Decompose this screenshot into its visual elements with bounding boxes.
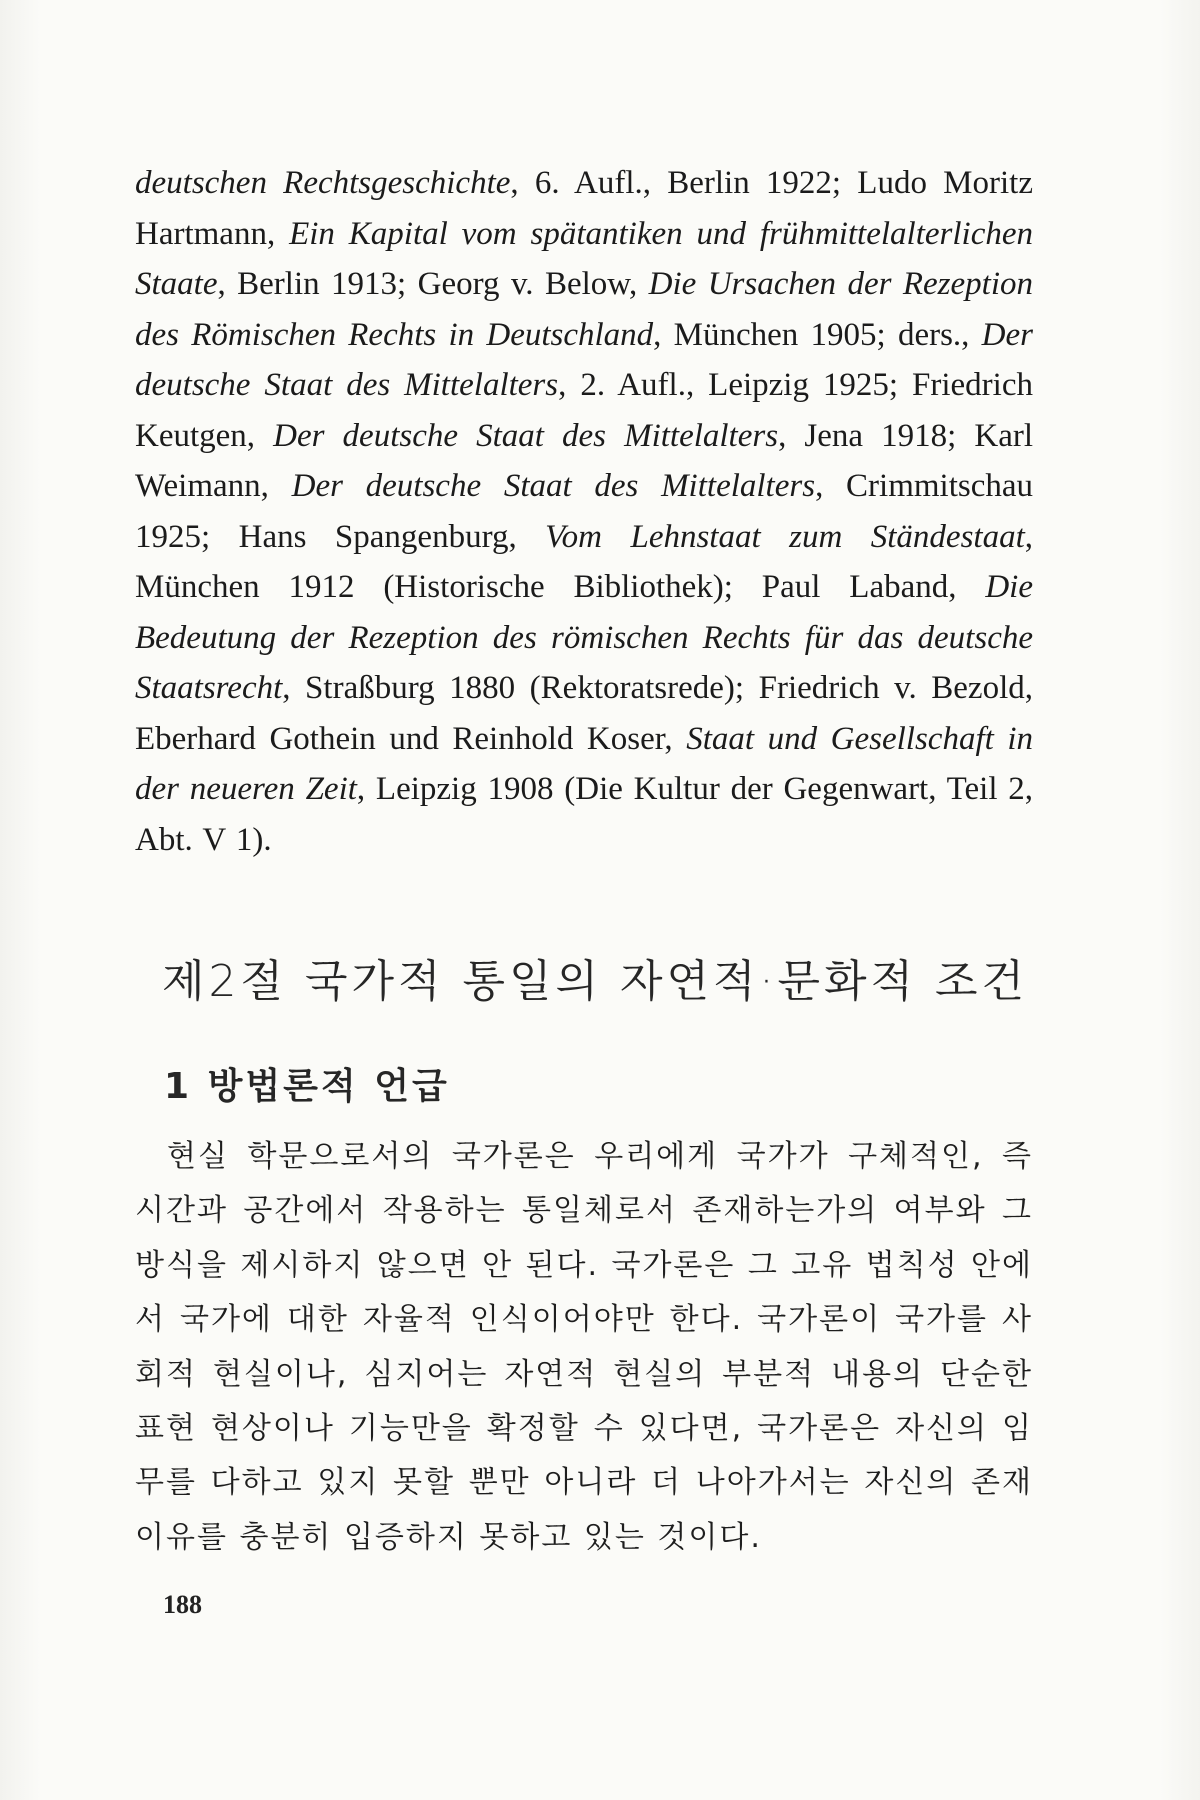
reference-text: , München 1905; ders., bbox=[653, 316, 982, 353]
reference-paragraph bbox=[135, 158, 1033, 865]
reference-text: , Jena 1918; Karl Weimann, bbox=[135, 417, 1034, 504]
reference-text: , Leipzig 1908 (Die Kultur der Gegenwart, Teil 2, Abt. V 1). bbox=[135, 771, 1033, 858]
reference-title: Staat und Gesellschaft in der neueren Zeit bbox=[135, 720, 1033, 807]
reference-title: Der deutsche Staat des Mittelalters bbox=[135, 316, 1033, 403]
reference-list bbox=[135, 158, 1033, 865]
reference-title: Die Bedeutung der Rezeption des römischen Rechts für das deutsche Staatsrecht bbox=[135, 569, 1033, 706]
reference-title: Ein Kapital vom spätantiken und frühmittelalterlichen Staate bbox=[135, 215, 1033, 302]
reference-text: , Crimmitschau 1925; Hans Spangenburg, bbox=[135, 468, 1034, 555]
reference-title: Vom Lehnstaat zum Ständestaat bbox=[545, 518, 1025, 555]
reference-title: deutschen Rechtsgeschichte bbox=[135, 165, 511, 201]
reference-text: , 6. Aufl., Berlin 1922; Ludo Moritz Hartmann, bbox=[135, 165, 1033, 252]
reference-text: , Berlin 1913; Georg v. Below, bbox=[217, 266, 649, 302]
reference-title: Die Ursachen der Rezeption des Römischen Rechts in Deutschland bbox=[135, 266, 1033, 353]
reference-title: Der deutsche Staat des Mittelalters bbox=[291, 468, 816, 504]
reference-text: , München 1912 (Historische Bibliothek); Paul Laband, bbox=[135, 518, 1033, 605]
page-number: 188 bbox=[163, 1590, 202, 1619]
reference-title: Der deutsche Staat des Mittelalters bbox=[273, 417, 779, 454]
reference-text: , 2. Aufl., Leipzig 1925; Friedrich Keutgen, bbox=[135, 367, 1033, 454]
subsection-title: 1 방법론적 언급 bbox=[164, 1066, 450, 1107]
section-title: 제2절 국가적 통일의 자연적·문화적 조건 bbox=[162, 955, 1028, 1007]
reference-text: , Straßburg 1880 (Rektoratsrede); Friedrich v. Bezold, Eberhard Gothein und Reinhold Koser, bbox=[135, 670, 1033, 757]
body-paragraph: 현실 학문으로서의 국가론은 우리에게 국가가 구체적인, 즉 시간과 공간에서 작용하는 통일체로서 존재하는가의 여부와 그 방식을 제시하지 않으면 안 된다. 국가론은 그 고유 법칙성 안에서 국가에 대한 자율적 인식이어야만 한다. 국가론이 국가를 사회적 현실이나, 심지어는 자연적 현실의 부분적 내용의 단순한 표현 현상이나 기능만을 확정할 수 있다면, 국가론은 자신의 임무를 다하고 있지 못할 뿐만 아니라 더 나아가서는 자신의 존재 이유를 충분히 입증하지 못하고 있는 것이다. bbox=[135, 1139, 1033, 1555]
